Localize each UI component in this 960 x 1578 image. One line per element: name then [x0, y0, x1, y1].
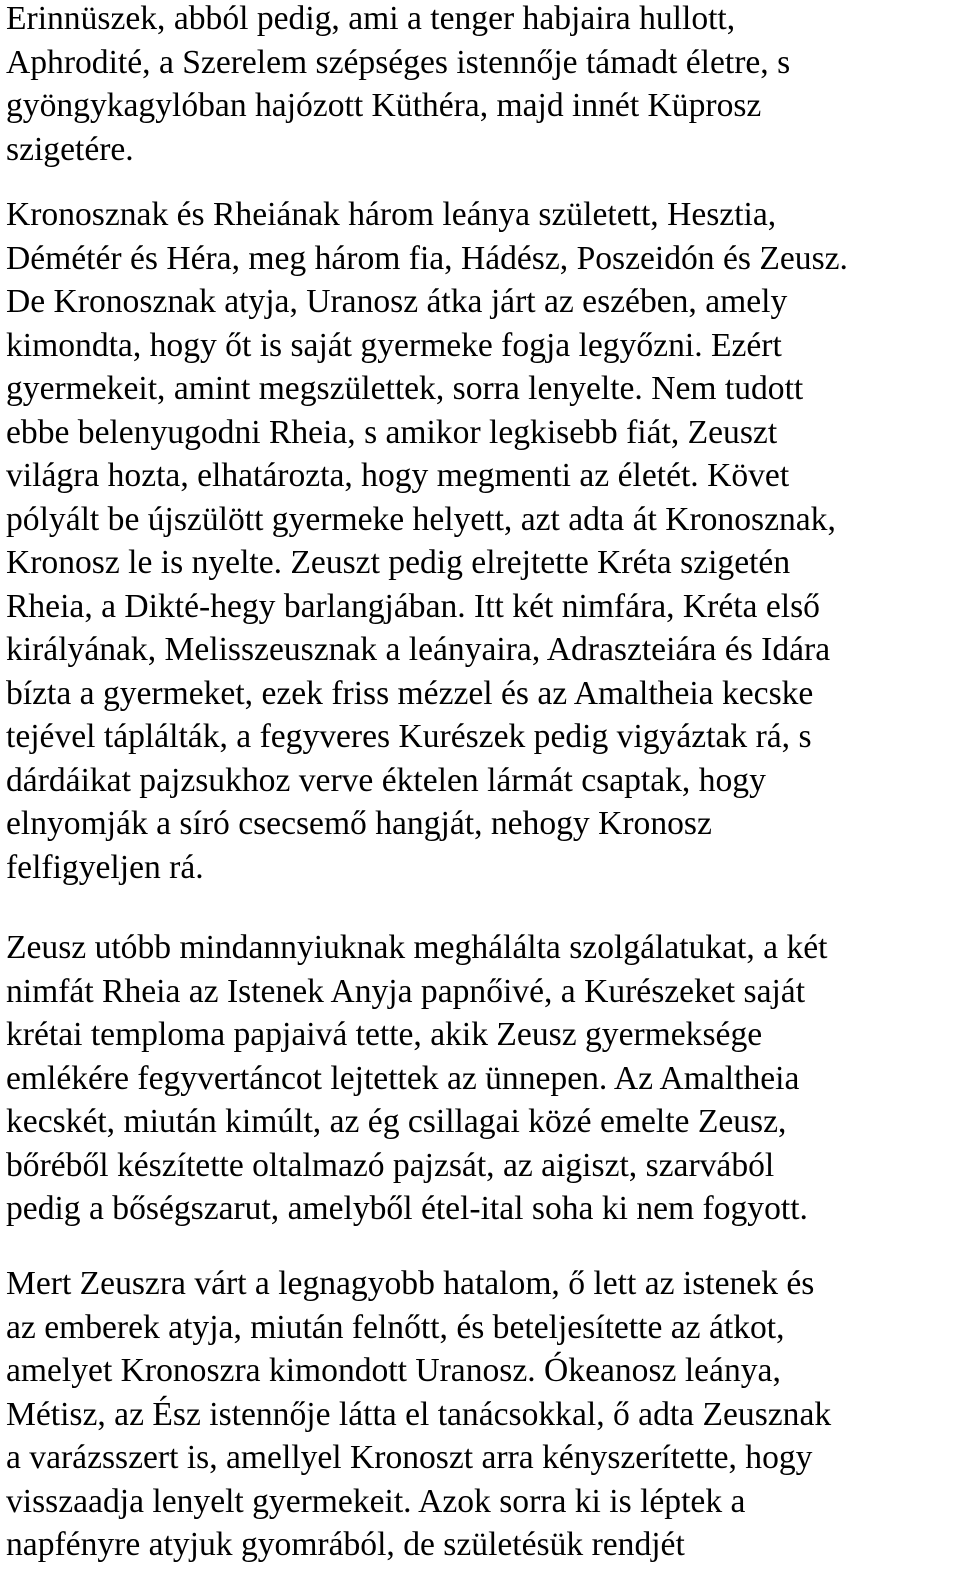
text-line: bőréből készítette oltalmazó pajzsát, az aigiszt, szarvából — [6, 1146, 775, 1184]
text-line: Erinnüszek, abból pedig, ami a tenger habjaira hullott, — [6, 0, 736, 37]
paragraph-3 — [6, 926, 827, 1231]
text-line: Kronosz le is nyelte. Zeuszt pedig elrejtette Kréta szigetén — [6, 544, 791, 581]
text-line: kimondta, hogy őt is saját gyermeke fogja legyőzni. Ezért — [6, 326, 782, 364]
text-line: Démétér és Héra, meg három fia, Hádész, Poszeidón és Zeusz. — [6, 239, 848, 277]
text-line: gyöngykagylóban hajózott Küthéra, majd innét Küprosz — [6, 87, 762, 124]
paragraph-1 — [6, 0, 790, 171]
text-line: napfényre atyjuk gyomrából, de születésük rendjét — [6, 1526, 685, 1563]
text-line: felfigyeljen rá. — [6, 848, 204, 886]
text-line: gyermekeit, amint megszülettek, sorra lenyelte. Nem tudott — [6, 370, 804, 407]
text-line: pólyált be újszülött gyermeke helyett, azt adta át Kronosznak, — [6, 500, 836, 538]
text-line: az emberek atyja, miután felnőtt, és beteljesítette az átkot, — [6, 1308, 785, 1346]
text-line: Métisz, az Ész istennője látta el tanácsokkal, ő adta Zeusznak — [6, 1395, 832, 1433]
text-line: amelyet Kronoszra kimondott Uranosz. Ókeanosz leánya, — [6, 1352, 781, 1389]
text-line: nimfát Rheia az Istenek Anyja papnőivé, a Kurészeket saját — [6, 972, 806, 1010]
paragraph-4 — [6, 1262, 831, 1567]
paragraph-2 — [6, 193, 848, 889]
text-line: Aphrodité, a Szerelem szépséges istennője támadt életre, s — [6, 43, 791, 81]
text-line: Rheia, a Dikté-hegy barlangjában. Itt két nimfára, Kréta első — [6, 587, 820, 625]
text-line: Kronosznak és Rheiának három leánya született, Hesztia, — [6, 196, 777, 233]
text-line: bízta a gyermeket, ezek friss mézzel és az Amaltheia kecske — [6, 674, 814, 712]
text-line: kecskét, miután kimúlt, az ég csillagai közé emelte Zeusz, — [6, 1103, 787, 1140]
text-line: pedig a bőségszarut, amelyből étel-ital soha ki nem fogyott. — [6, 1190, 808, 1227]
text-line: ebbe belenyugodni Rheia, s amikor legkisebb fiát, Zeuszt — [6, 413, 778, 451]
text-line: Mert Zeuszra várt a legnagyobb hatalom, ő lett az istenek és — [6, 1265, 815, 1302]
text-line: visszaadja lenyelt gyermekeit. Azok sorra ki is léptek a — [6, 1482, 746, 1520]
text-line: Zeusz utóbb mindannyiuknak meghálálta szolgálatukat, a két — [6, 929, 828, 966]
text-line: elnyomják a síró csecsemő hangját, nehogy Kronosz — [6, 805, 712, 842]
text-line: krétai temploma papjaivá tette, akik Zeusz gyermeksége — [6, 1016, 763, 1053]
text-line: szigetére. — [6, 130, 134, 168]
text-line: emlékére fegyvertáncot lejtettek az ünnepen. Az Amaltheia — [6, 1059, 800, 1097]
text-line: a varázsszert is, amellyel Kronoszt arra kényszerítette, hogy — [6, 1439, 813, 1476]
text-line: dárdáikat pajzsukhoz verve éktelen lármát csaptak, hogy — [6, 761, 766, 799]
text-line: De Kronosznak atyja, Uranosz átka járt az eszében, amely — [6, 283, 788, 320]
text-line: világra hozta, elhatározta, hogy megmenti az életét. Követ — [6, 457, 790, 494]
text-line: tejével táplálták, a fegyveres Kurészek pedig vigyáztak rá, s — [6, 718, 812, 755]
text-line: királyának, Melisszeusznak a leányaira, Adraszteiára és Idára — [6, 631, 831, 668]
